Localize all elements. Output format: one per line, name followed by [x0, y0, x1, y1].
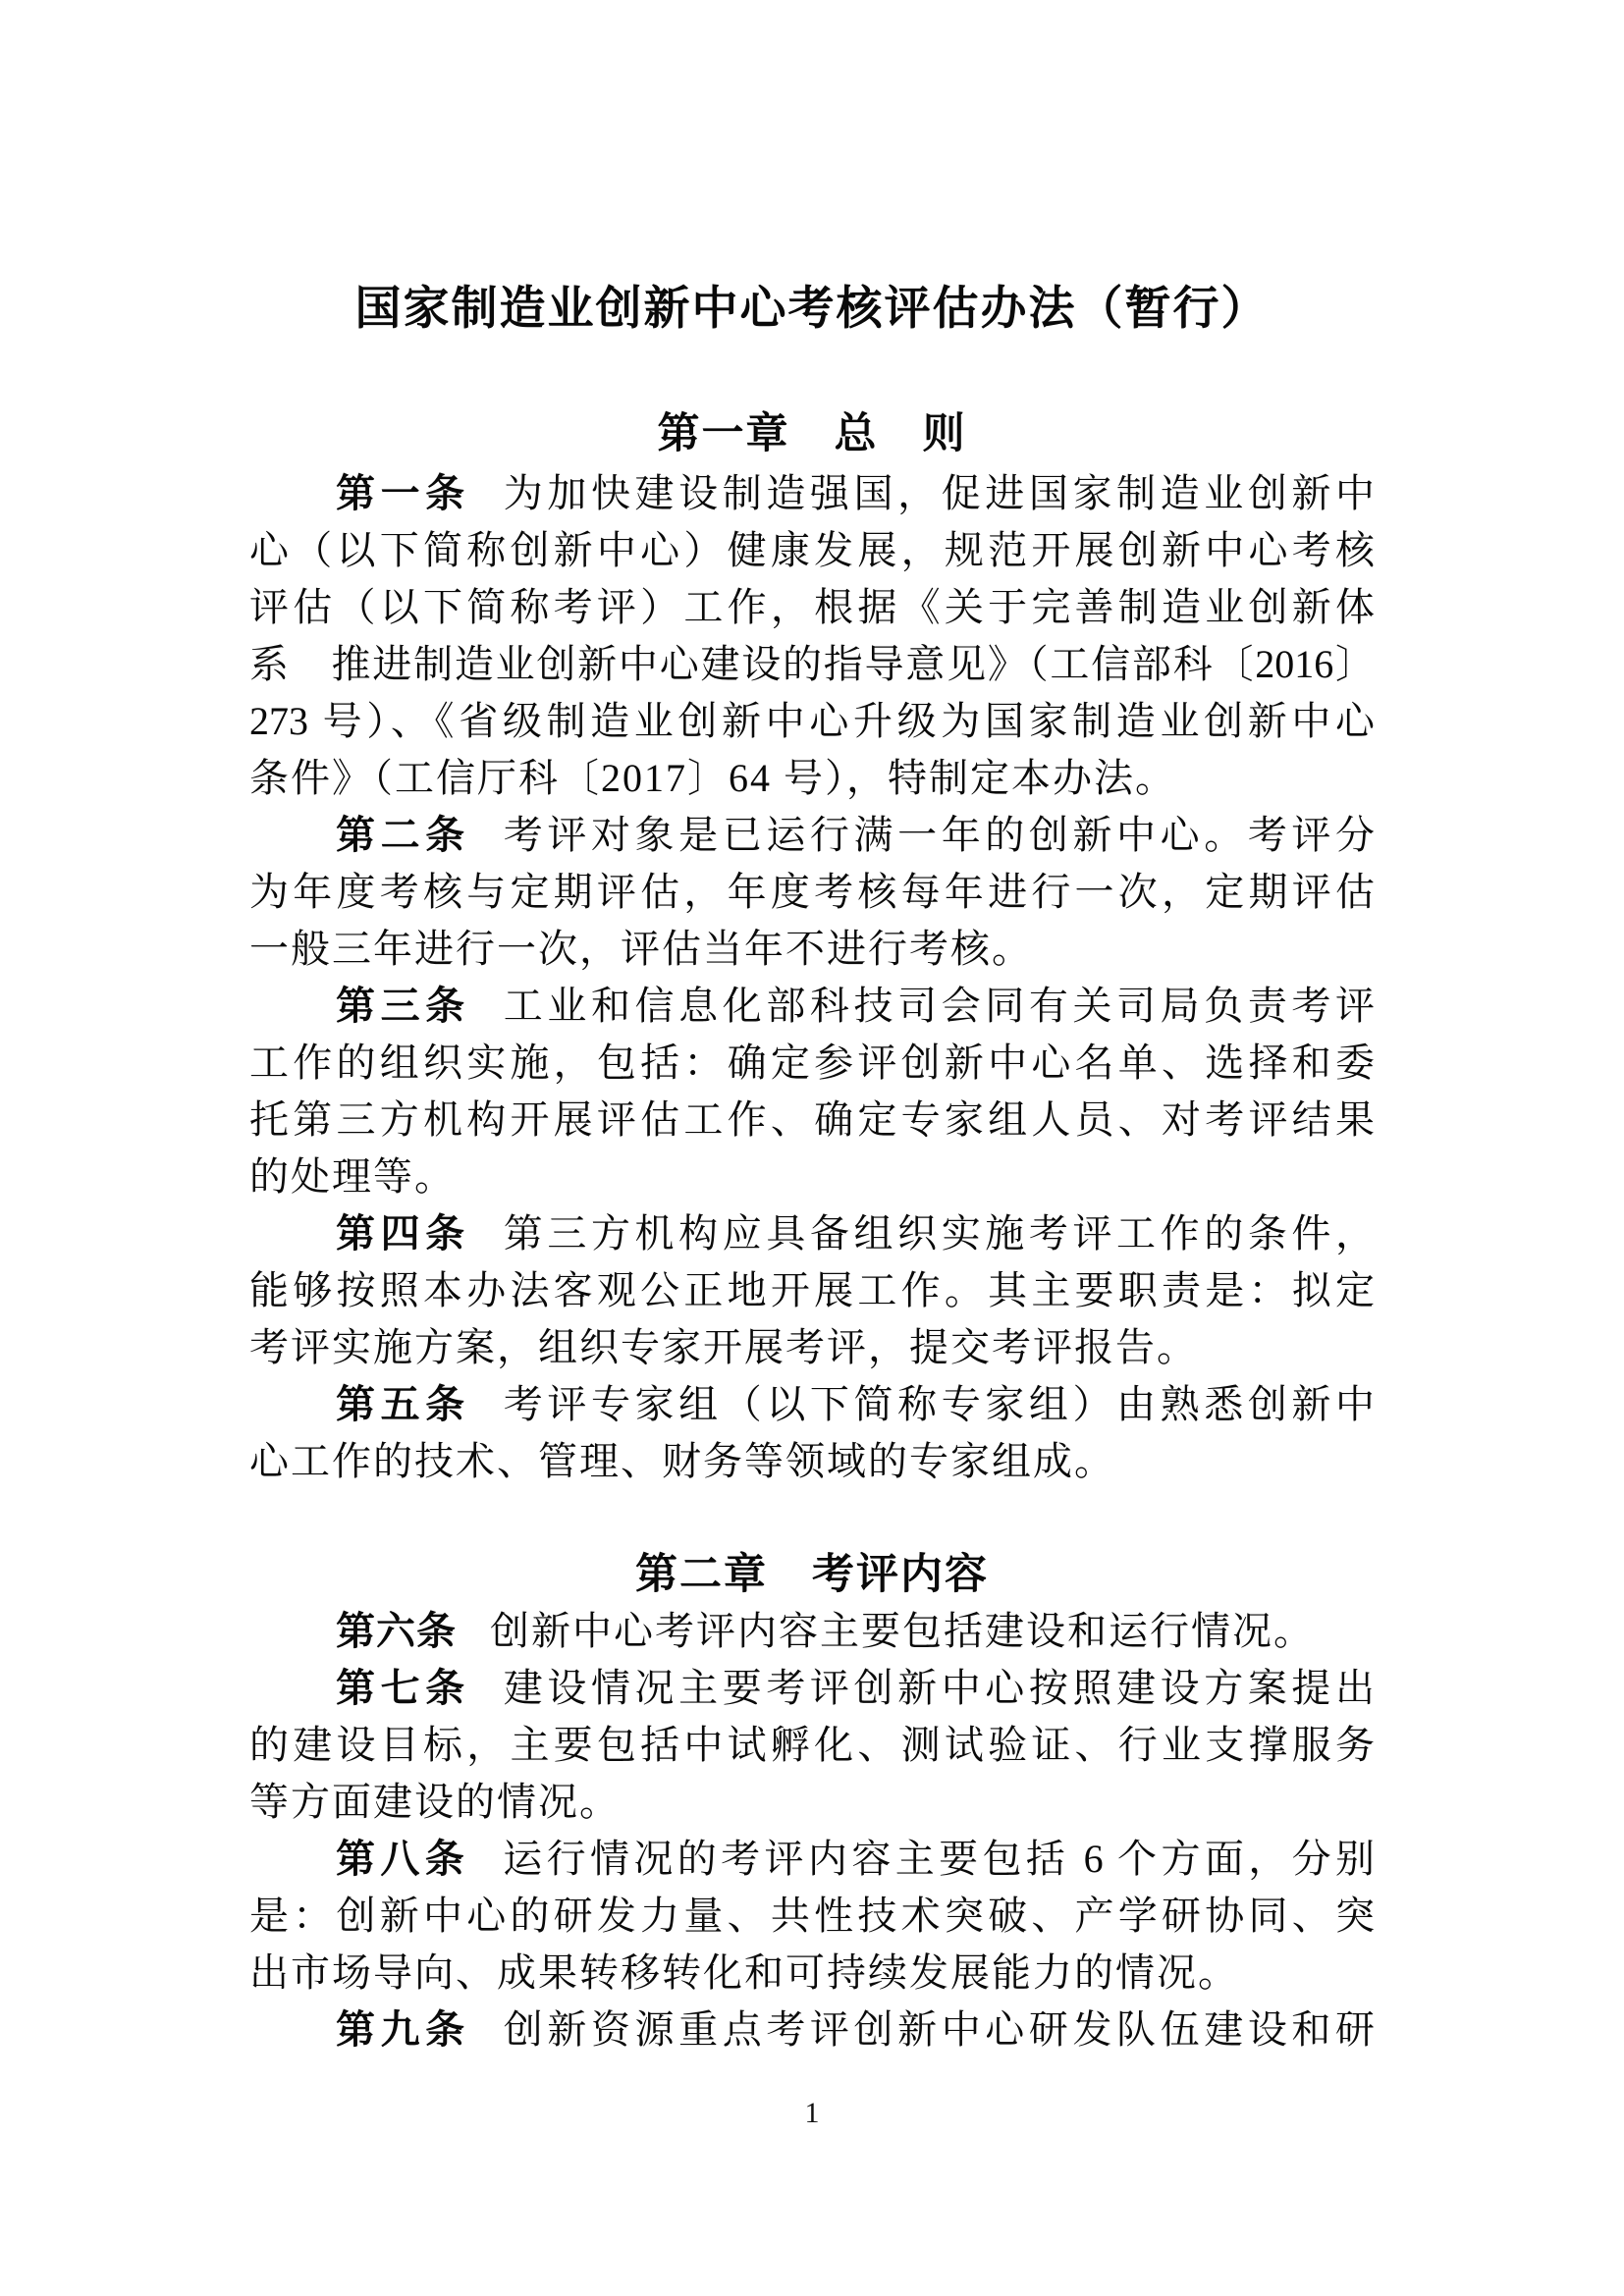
article-number: 第六条 [336, 1610, 457, 1653]
chapter-heading: 第一章 总 则 [657, 410, 967, 457]
chapter-heading: 第二章 考评内容 [635, 1551, 989, 1598]
text-line [249, 1376, 1375, 1433]
text-line [249, 1831, 1375, 1888]
text-line [249, 2002, 1375, 2058]
text-line [249, 978, 1375, 1035]
text-line: 是：创新中心的研发力量、共性技术突破、产学研协同、突 [249, 1894, 1375, 1938]
text-line: 心（以下简称创新中心）健康发展，规范开展创新中心考核 [249, 528, 1375, 572]
article-number: 第二条 [336, 814, 470, 857]
text-line: 一般三年进行一次，评估当年不进行考核。 [249, 927, 1033, 971]
text-line: 条件》（工信厅科〔2017〕64 号），特制定本办法。 [249, 756, 1176, 800]
text-line: 工作的组织实施，包括：确定参评创新中心名单、选择和委 [249, 1041, 1375, 1085]
text-line: 心工作的技术、管理、财务等领域的专家组成。 [249, 1439, 1115, 1483]
text-line [249, 1205, 1375, 1262]
article-text: 建设情况主要考评创新中心按照建设方案提出 [503, 1666, 1375, 1710]
article-number: 第九条 [336, 2008, 470, 2052]
text-line: 的处理等。 [249, 1154, 456, 1199]
page-number: 1 [804, 2097, 820, 2129]
article-text: 第三方机构应具备组织实施考评工作的条件， [503, 1211, 1375, 1255]
chapters-container [249, 408, 1375, 2058]
text-line [249, 1603, 1375, 1660]
article-text: 工业和信息化部科技司会同有关司局负责考评 [503, 984, 1375, 1028]
text-line: 能够按照本办法客观公正地开展工作。其主要职责是：拟定 [249, 1268, 1375, 1312]
article-number: 第八条 [336, 1838, 470, 1881]
article-number: 第三条 [336, 985, 470, 1028]
document-title: 国家制造业创新中心考核评估办法（暂行） [354, 282, 1270, 334]
article-number: 第五条 [336, 1383, 470, 1426]
text-line: 托第三方机构开展评估工作、确定专家组人员、对考评结果 [249, 1097, 1375, 1142]
article-text: 为加快建设制造强国，促进国家制造业创新中 [503, 471, 1375, 515]
text-line: 出市场导向、成果转移转化和可持续发展能力的情况。 [249, 1950, 1239, 1995]
article-number: 第七条 [336, 1667, 470, 1710]
text-line [249, 465, 1375, 522]
text-line: 考评实施方案，组织专家开展考评，提交考评报告。 [249, 1325, 1198, 1369]
article-text: 考评对象是已运行满一年的创新中心。考评分 [503, 813, 1375, 857]
text-line: 系 推进制造业创新中心建设的指导意见》（工信部科〔2016〕 [249, 642, 1375, 686]
article-text: 创新中心考评内容主要包括建设和运行情况。 [490, 1609, 1315, 1653]
article-text: 创新资源重点考评创新中心研发队伍建设和研 [503, 2007, 1375, 2052]
document-content [249, 0, 1375, 2058]
text-line: 273 号）、《省级制造业创新中心升级为国家制造业创新中心 [249, 699, 1375, 743]
text-line: 等方面建设的情况。 [249, 1780, 621, 1824]
text-line: 为年度考核与定期评估，年度考核每年进行一次，定期评估 [249, 870, 1375, 914]
article-text: 考评专家组（以下简称专家组）由熟悉创新中 [503, 1382, 1375, 1426]
article-number: 第一条 [336, 472, 470, 515]
text-line: 的建设目标，主要包括中试孵化、测试验证、行业支撑服务 [249, 1723, 1375, 1767]
text-line [249, 1660, 1375, 1717]
text-line: 评估（以下简称考评）工作，根据《关于完善制造业创新体 [249, 585, 1375, 629]
text-line [249, 807, 1375, 864]
article-text: 运行情况的考评内容主要包括 6 个方面，分别 [503, 1837, 1375, 1881]
articles-group [249, 465, 1375, 1490]
article-number: 第四条 [336, 1212, 470, 1255]
articles-group [249, 1603, 1375, 2058]
